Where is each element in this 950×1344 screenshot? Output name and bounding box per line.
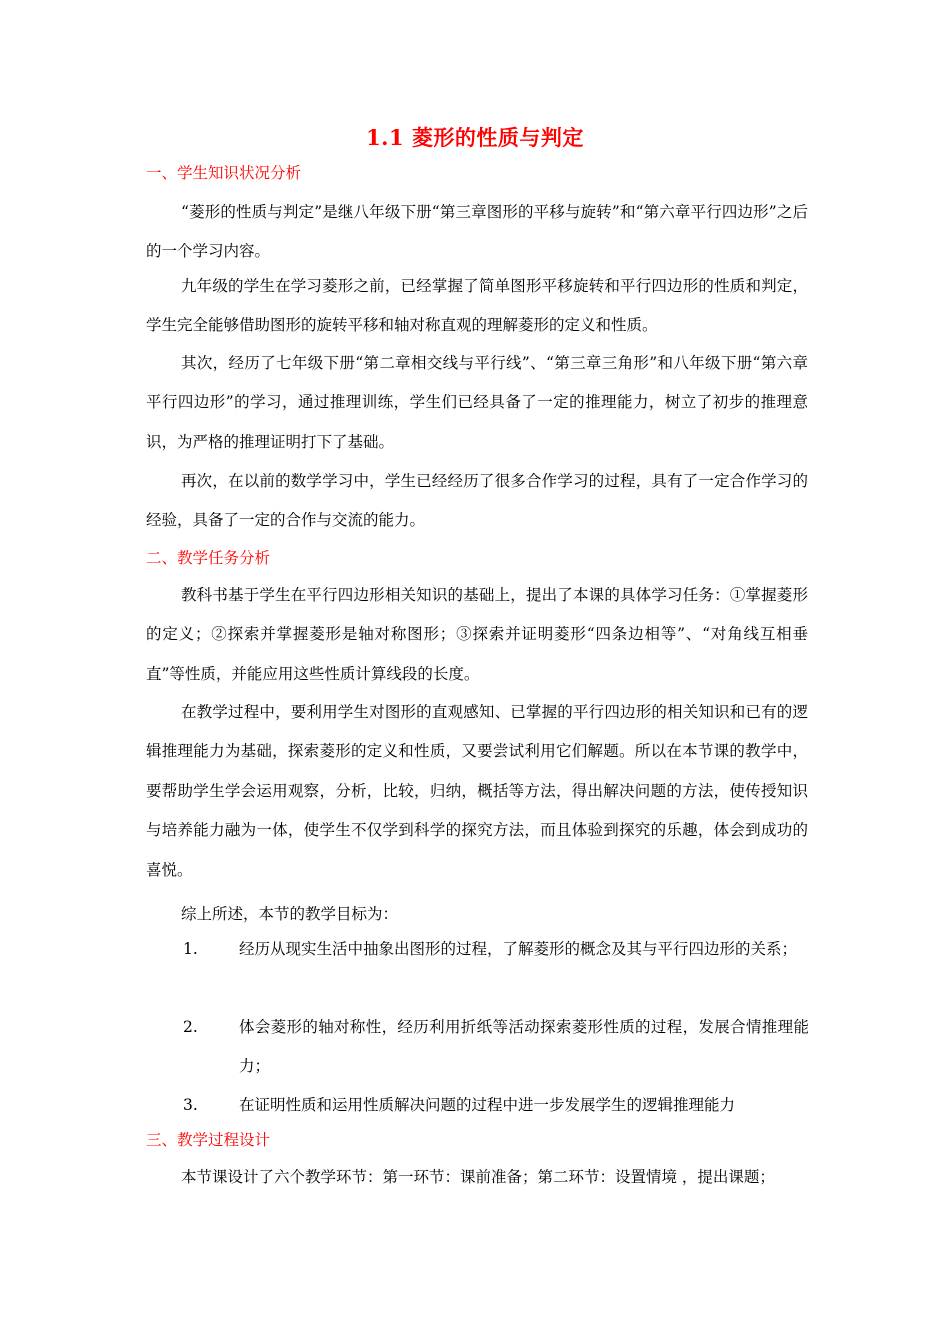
section-heading-3: 三、教学过程设计 — [146, 1131, 271, 1149]
goal-text: 体会菱形的轴对称性，经历利用折纸等活动探索菱形性质的过程，发展合情推理能力； — [239, 1018, 809, 1076]
paragraph-3-1: 本节课设计了六个教学环节：第一环节：课前准备；第二环节：设置情境 ，提出课题； — [181, 1168, 775, 1186]
paragraph-1-4: 再次，在以前的数学学习中，学生已经经历了很多合作学习的过程，具有了一定合作学习的经验，具备了一定的合作与交流的能力。 — [146, 472, 808, 530]
paragraph-1-1: “菱形的性质与判定”是继八年级下册“第三章图形的平移与旋转”和“第六章平行四边形”之后的一个学习内容。 — [146, 203, 808, 261]
paragraph-2-1: 教科书基于学生在平行四边形相关知识的基础上，提出了本课的具体学习任务：①掌握菱形的定义；②探索并掌握菱形是轴对称图形；③探索并证明菱形“四条边相等”、“对角线互相垂直”等性质，并能应用这些性质计算线段的长度。 — [146, 586, 808, 683]
goal-text: 在证明性质和运用性质解决问题的过程中进一步发展学生的逻辑推理能力 — [239, 1096, 736, 1114]
paragraph-1-2: 九年级的学生在学习菱形之前，已经掌握了简单图形平移旋转和平行四边形的性质和判定，学生完全能够借助图形的旋转平移和轴对称直观的理解菱形的定义和性质。 — [146, 277, 808, 335]
paragraph-2-2: 在教学过程中，要利用学生对图形的直观感知、已掌握的平行四边形的相关知识和已有的逻辑推理能力为基础，探索菱形的定义和性质，又要尝试利用它们解题。所以在本节课的教学中，要帮助学生学会运用观察，分析，比较，归纳，概括等方法，得出解决问题的方法，使传授知识与培养能力融为一体，使学生不仅学到科学的探究方法，而且体验到探究的乐趣，体会到成功的喜悦。 — [146, 703, 808, 879]
goal-text: 经历从现实生活中抽象出图形的过程，了解菱形的概念及其与平行四边形的关系； — [239, 940, 798, 958]
section-heading-2: 二、教学任务分析 — [146, 549, 271, 567]
goal-number: 3. — [183, 1096, 198, 1114]
document-title: 1.1 菱形的性质与判定 — [366, 125, 584, 150]
paragraph-2-3: 综上所述，本节的教学目标为： — [181, 905, 399, 923]
goal-number: 1. — [183, 940, 198, 958]
section-heading-1: 一、学生知识状况分析 — [146, 164, 302, 182]
goal-number: 2. — [183, 1018, 198, 1036]
paragraph-1-3: 其次，经历了七年级下册“第二章相交线与平行线”、“第三章三角形”和八年级下册“第六章平行四边形”的学习，通过推理训练，学生们已经具备了一定的推理能力，树立了初步的推理意识，为严格的推理证明打下了基础。 — [146, 354, 808, 451]
